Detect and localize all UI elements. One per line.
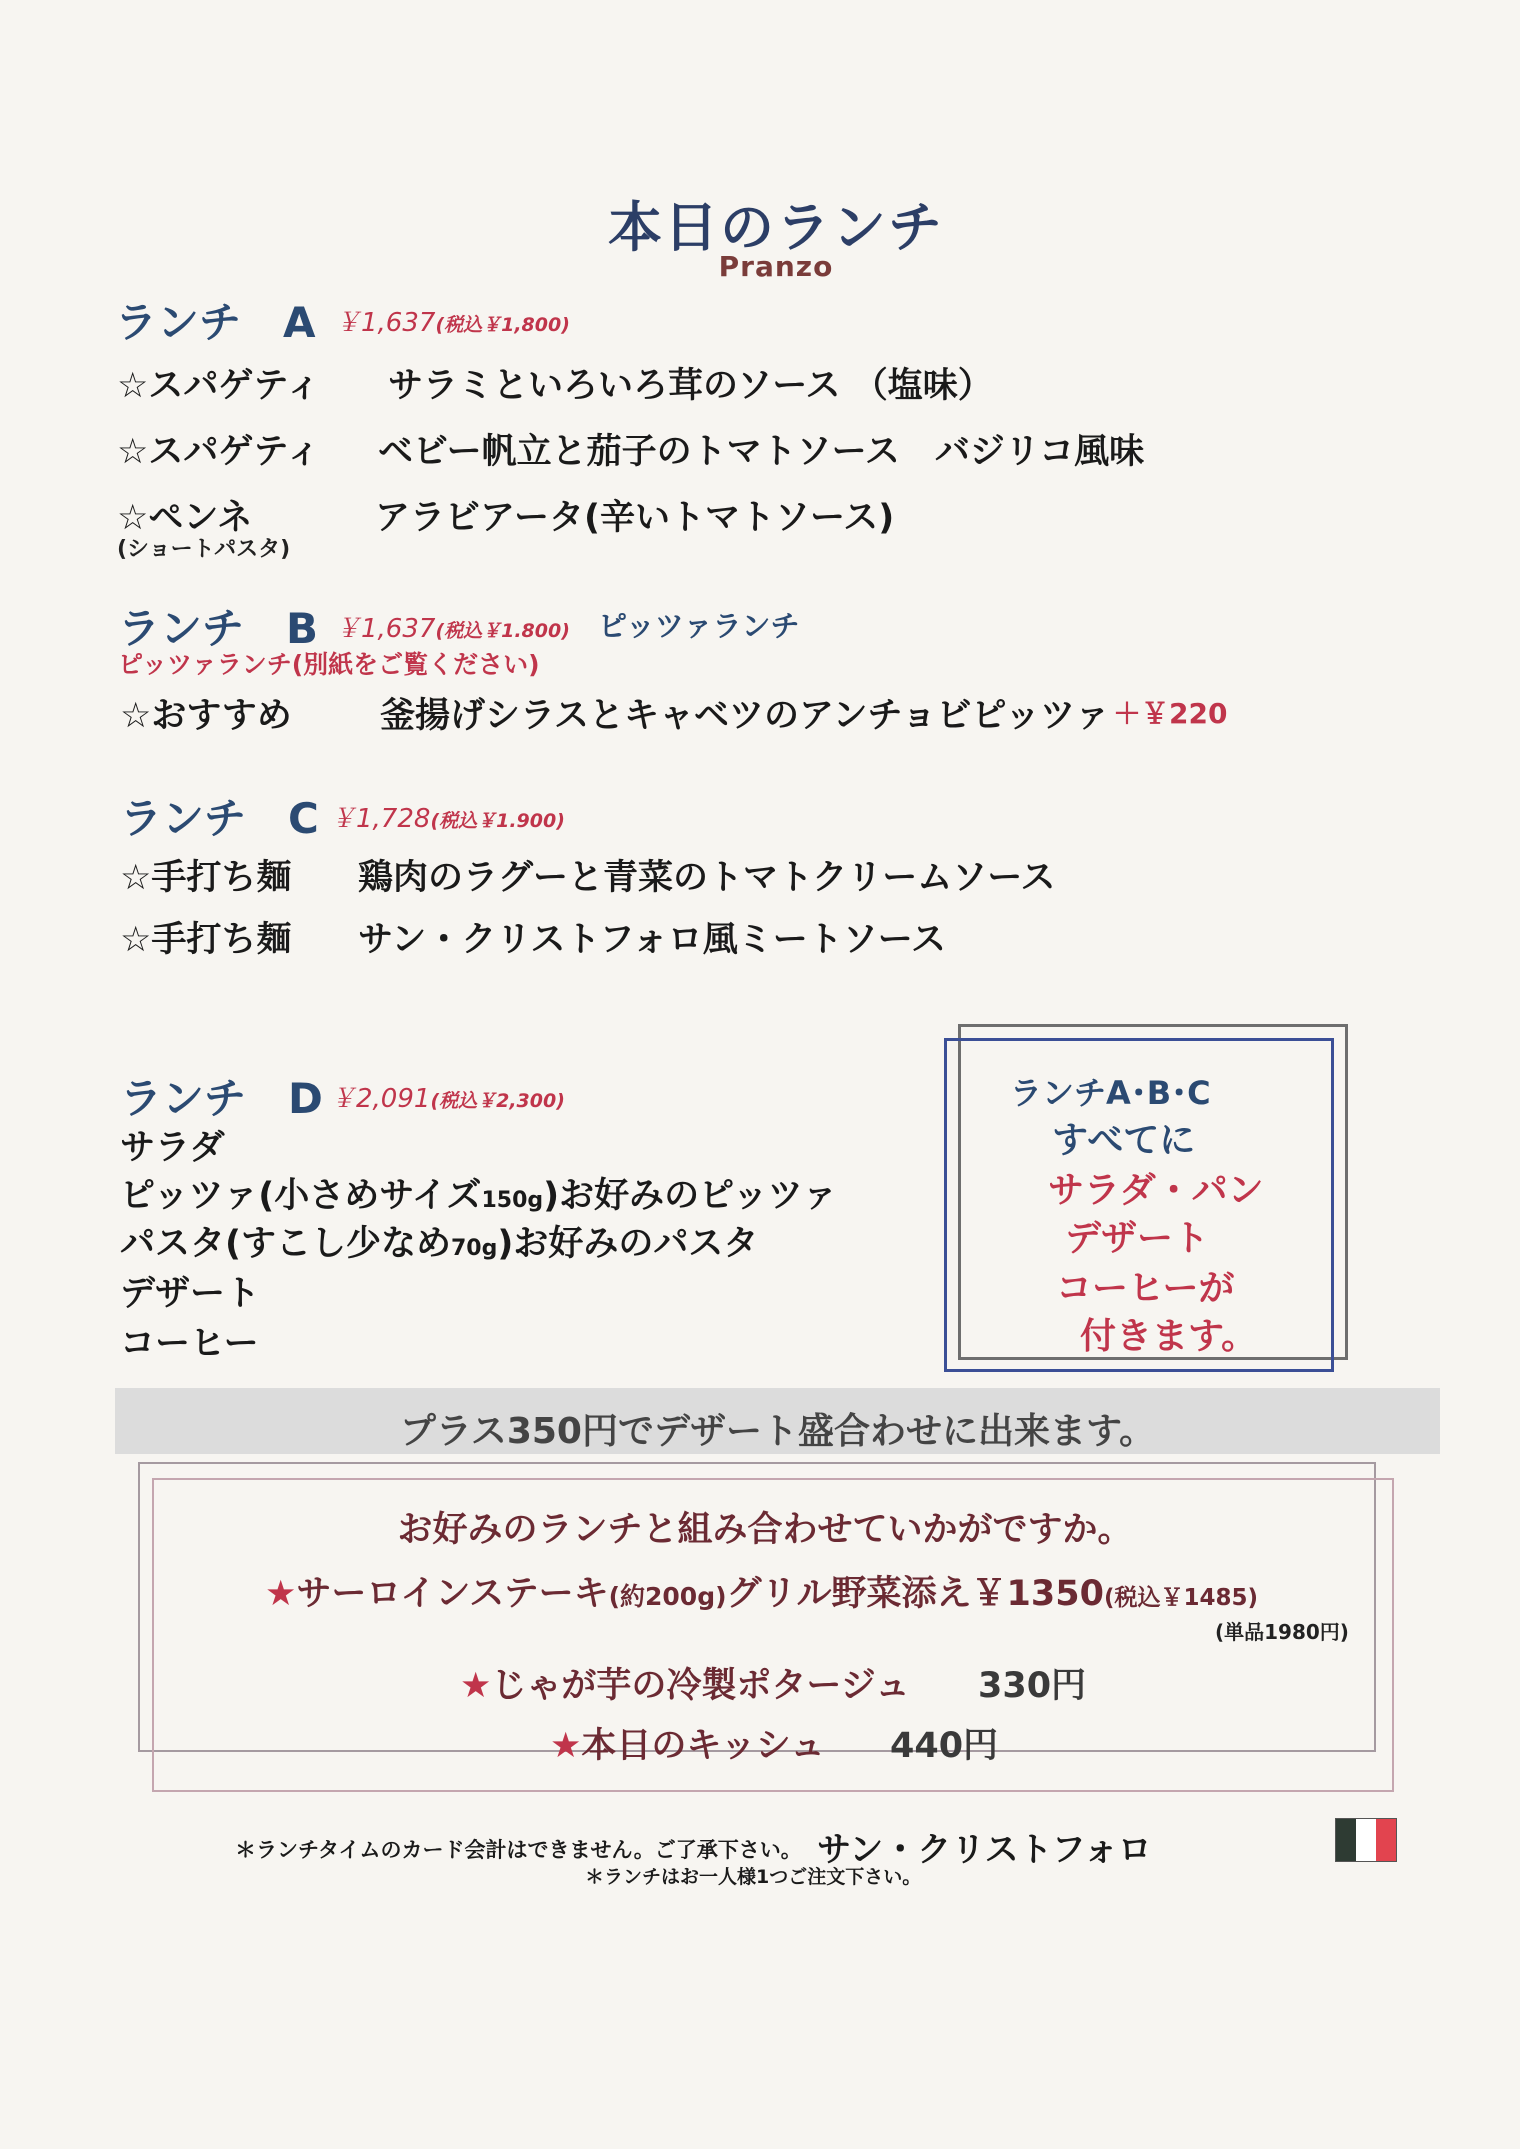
combo-heading: お好みのランチと組み合わせていかがですか。 bbox=[397, 1510, 1133, 1550]
lunch-d-line-3: パスタ(すこし少なめ70g)お好みのパスタ bbox=[120, 1224, 759, 1264]
abc-box-line-1: ランチA･B･C bbox=[1010, 1074, 1211, 1112]
lunch-d-name: ランチ D bbox=[120, 1074, 323, 1123]
dessert-band-text: プラス350円でデザート盛合わせに出来ます。 bbox=[399, 1411, 1156, 1452]
abc-box-line-4: デザート bbox=[1065, 1218, 1210, 1259]
lunch-c-item-1-type: ☆手打ち麺 bbox=[120, 858, 292, 898]
star-icon: ★ bbox=[265, 1574, 297, 1614]
lunch-b-item-type: ☆おすすめ bbox=[120, 696, 292, 736]
lunch-d-line-5: コーヒー bbox=[120, 1324, 259, 1364]
lunch-c-item-2-type: ☆手打ち麺 bbox=[120, 920, 292, 960]
lunch-a-item-2-type: ☆スパゲティ bbox=[117, 432, 321, 472]
lunch-a-item-3-sub: (ショートパスタ) bbox=[117, 537, 291, 562]
combo-steak-row: ★サーロインステーキ(約200g)グリル野菜添え￥1350(税込￥1485) bbox=[265, 1574, 1258, 1614]
lunch-a-item-1-desc: サラミといろいろ茸のソース （塩味） bbox=[388, 366, 993, 406]
lunch-b-extra-price: ＋￥220 bbox=[1113, 697, 1228, 730]
lunch-c-price: ￥1,728(税込￥1.900) bbox=[330, 804, 565, 834]
lunch-d-price: ￥2,091(税込￥2,300) bbox=[330, 1084, 565, 1114]
abc-box-line-5: コーヒーが bbox=[1056, 1268, 1235, 1309]
footer-restaurant-name: サン・クリストフォロ bbox=[817, 1830, 1152, 1870]
lunch-b-sub-note: ピッツァランチ(別紙をご覧ください) bbox=[118, 650, 540, 679]
combo-soup-price: 330円 bbox=[978, 1666, 1087, 1706]
footer-card-note: ＊ランチタイムのカード会計はできません。ご了承下さい。 bbox=[235, 1838, 802, 1862]
page-title: 本日のランチ bbox=[608, 196, 944, 259]
combo-soup-row: ★じゃが芋の冷製ポタージュ bbox=[460, 1666, 910, 1706]
combo-quiche-price: 440円 bbox=[890, 1726, 999, 1766]
lunch-a-item-3-type: ☆ペンネ bbox=[117, 498, 253, 538]
abc-box-line-6: 付きます。 bbox=[1080, 1316, 1258, 1357]
lunch-b-item-desc: 釜揚げシラスとキャベツのアンチョビピッツァ bbox=[380, 696, 1110, 736]
star-icon: ★ bbox=[460, 1666, 492, 1706]
lunch-c-name: ランチ C bbox=[120, 794, 319, 843]
footer-order-note: ＊ランチはお一人様1つご注文下さい。 bbox=[585, 1866, 922, 1888]
lunch-a-item-2-desc: ベビー帆立と茄子のトマトソース バジリコ風味 bbox=[378, 432, 1145, 472]
lunch-b-label: ピッツァランチ bbox=[598, 609, 800, 643]
star-icon: ★ bbox=[550, 1726, 582, 1766]
lunch-c-item-1-desc: 鶏肉のラグーと青菜のトマトクリームソース bbox=[358, 858, 1056, 898]
lunch-a-name: ランチ A bbox=[115, 298, 316, 347]
lunch-a-price: ￥1,637(税込￥1,800) bbox=[335, 308, 570, 338]
lunch-d-line-2: ピッツァ(小さめサイズ150g)お好みのピッツァ bbox=[120, 1176, 838, 1216]
lunch-d-line-1: サラダ bbox=[120, 1128, 225, 1168]
lunch-a-item-1-type: ☆スパゲティ bbox=[117, 366, 321, 406]
combo-steak-single-price: (単品1980円) bbox=[1215, 1620, 1349, 1644]
lunch-c-item-2-desc: サン・クリストフォロ風ミートソース bbox=[358, 920, 947, 960]
page-subtitle: Pranzo bbox=[718, 250, 834, 283]
lunch-b-name: ランチ B bbox=[118, 604, 319, 653]
lunch-d-line-4: デザート bbox=[120, 1274, 261, 1314]
abc-box-line-2: すべてに bbox=[1052, 1120, 1196, 1161]
abc-box-line-3: サラダ・パン bbox=[1048, 1170, 1264, 1211]
lunch-a-item-3-desc: アラビアータ(辛いトマトソース) bbox=[375, 498, 895, 538]
lunch-b-price: ￥1,637(税込￥1.800) bbox=[335, 614, 570, 644]
combo-quiche-row: ★本日のキッシュ bbox=[550, 1726, 825, 1766]
italian-flag-icon bbox=[1335, 1818, 1397, 1862]
